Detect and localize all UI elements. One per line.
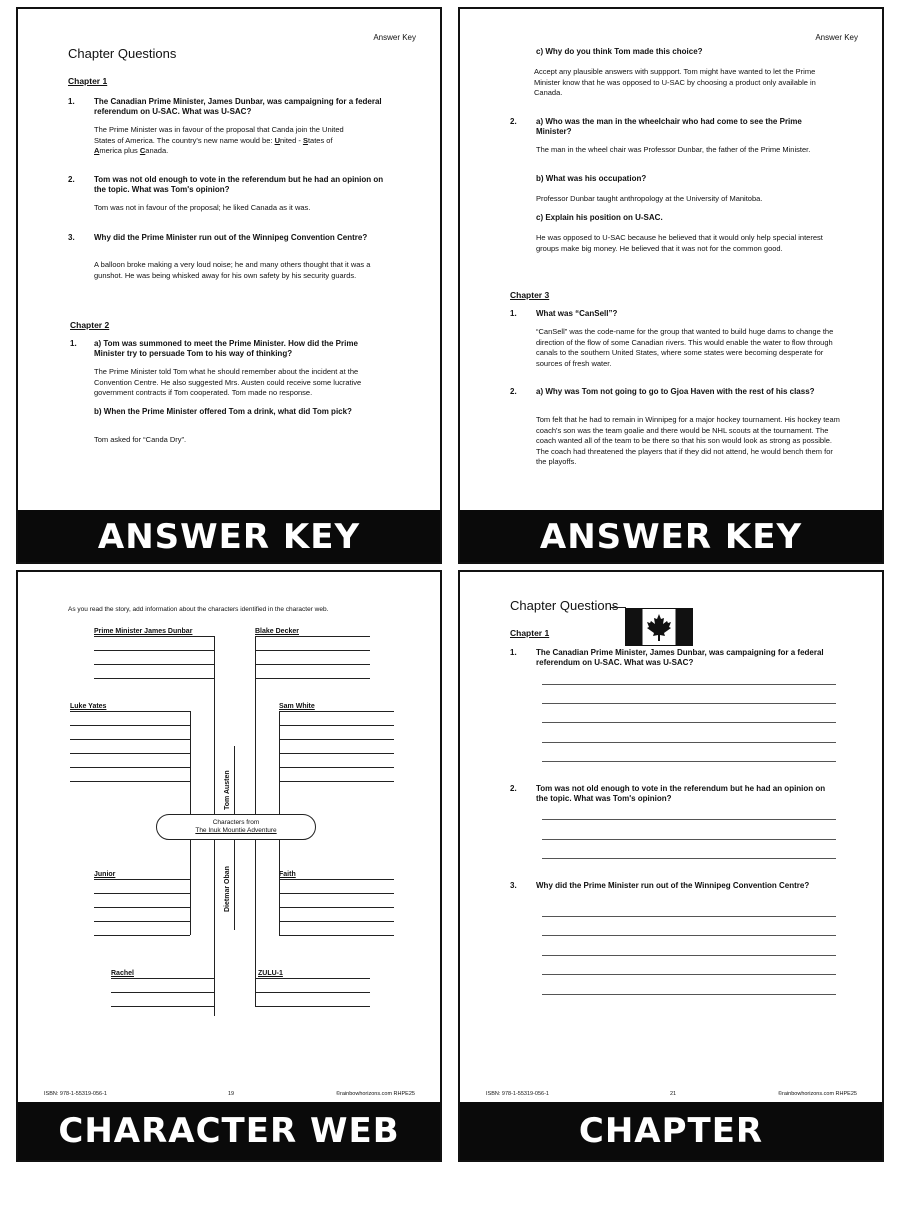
answer-text: “CanSell” was the code-name for the group that wanted to build huge dams to change the direction of the flow of some Canadian rivers. This would enable the water to flow through canals to the southern United States, where some states were becoming desperate for sources of fresh water. — [536, 327, 834, 368]
answer-line[interactable] — [542, 916, 836, 917]
character-name: ZULU-1 — [258, 970, 283, 977]
question-number: 3. — [68, 233, 75, 242]
writing-line[interactable] — [94, 664, 214, 665]
section-banner: CHARACTER WEB — [18, 1102, 440, 1160]
answer-key-page-2 — [458, 7, 884, 564]
connector-line — [279, 840, 280, 935]
title-underline — [610, 607, 626, 608]
answer-line[interactable] — [542, 742, 836, 743]
writing-line[interactable] — [279, 739, 394, 740]
writing-line[interactable] — [70, 781, 190, 782]
writing-line[interactable] — [70, 753, 190, 754]
writing-line[interactable] — [94, 636, 214, 637]
acronym-letter: U — [274, 135, 280, 145]
connector-line — [234, 840, 235, 930]
character-name: Faith — [279, 871, 296, 878]
question-text: b) What was his occupation? — [536, 174, 647, 183]
answer-line[interactable] — [542, 684, 836, 685]
writing-line[interactable] — [279, 879, 394, 880]
writing-line[interactable] — [94, 650, 214, 651]
question-text: c) Explain his position on U-SAC. — [536, 213, 663, 222]
writing-line[interactable] — [70, 711, 190, 712]
connector-line — [255, 840, 256, 1006]
answer-line[interactable] — [542, 761, 836, 762]
footer-site: ©rainbowhorizons.com RHPE25 — [778, 1091, 857, 1097]
instructions: As you read the story, add information about the characters identified in the character web. — [68, 606, 329, 613]
question-text: Why did the Prime Minister run out of the Winnipeg Convention Centre? — [94, 233, 368, 242]
chapter-questions-page — [458, 570, 884, 1209]
canadian-flag-icon — [625, 608, 693, 646]
connector-line — [234, 746, 235, 814]
character-name: Prime Minister James Dunbar — [94, 628, 193, 635]
question-number: 2. — [68, 175, 75, 184]
connector-line — [214, 840, 215, 1016]
center-label: Characters from — [212, 819, 260, 826]
answer-line[interactable] — [542, 722, 836, 723]
answer-text: Professor Dunbar taught anthropology at the University of Manitoba. — [536, 194, 763, 203]
character-name: Rachel — [111, 970, 134, 977]
writing-line[interactable] — [279, 907, 394, 908]
question-text: b) When the Prime Minister offered Tom a drink, what did Tom pick? — [94, 407, 352, 416]
writing-line[interactable] — [255, 1006, 370, 1007]
writing-line[interactable] — [111, 978, 214, 979]
question-text: Why did the Prime Minister run out of the Winnipeg Convention Centre? — [536, 881, 810, 890]
question-number: 1. — [510, 648, 517, 657]
section-banner: CHAPTER QUESTIONS — [460, 1102, 882, 1160]
writing-line[interactable] — [279, 921, 394, 922]
chapter-heading: Chapter 2 — [70, 320, 110, 330]
question-text: The Canadian Prime Minister, James Dunbar, was campaigning for a federal referendum on U-SAC. What was U-SAC? — [94, 97, 382, 116]
question-text: Tom was not old enough to vote in the referendum but he had an opinion on the topic. What was Tom's opinion? — [536, 784, 826, 803]
writing-line[interactable] — [279, 753, 394, 754]
connector-line — [190, 711, 191, 814]
footer-page-number: 19 — [228, 1091, 235, 1097]
writing-line[interactable] — [94, 921, 190, 922]
question-text: a) Why was Tom not going to go to Gjoa Haven with the rest of his class? — [536, 387, 815, 396]
answer-text: The Prime Minister told Tom what he should remember about the incident at the Convention Centre. He also suggested Mrs. Austen could receive some lucrative government contracts if Tom cooperated. Tom made no response. — [94, 367, 362, 397]
answer-line[interactable] — [542, 955, 836, 956]
writing-line[interactable] — [279, 767, 394, 768]
footer-isbn: ISBN: 978-1-55319-056-1 — [44, 1091, 107, 1097]
footer-page-number: 21 — [670, 1091, 677, 1097]
writing-line[interactable] — [255, 678, 370, 679]
question-number: 2. — [510, 784, 517, 793]
writing-line[interactable] — [94, 935, 190, 936]
answer-text: Tom asked for “Canda Dry”. — [94, 435, 187, 444]
center-oval — [156, 814, 316, 840]
writing-line[interactable] — [94, 678, 214, 679]
character-name: Dietmar Oban — [224, 866, 231, 912]
writing-line[interactable] — [111, 992, 214, 993]
answer-text: Tom felt that he had to remain in Winnipeg for a major hockey tournament. His hockey team coach's son was the team goalie and there would be NHL scouts at the tournament. The coach wanted all of the team to be there so that his son would look as strong as possible. The coach had threatened the players that if they did not attend, he would bench them for the playoffs. — [536, 415, 840, 466]
chapter-heading: Chapter 1 — [510, 628, 550, 638]
answer-key-label: Answer Key — [815, 33, 858, 42]
answer-line[interactable] — [542, 935, 836, 936]
question-number: 3. — [510, 881, 517, 890]
answer-line[interactable] — [542, 994, 836, 995]
character-name: Sam White — [279, 703, 315, 710]
chapter-heading: Chapter 3 — [510, 290, 550, 300]
question-number: 1. — [510, 309, 517, 318]
answer-key-page-1 — [16, 7, 442, 564]
footer-isbn: ISBN: 978-1-55319-056-1 — [486, 1091, 549, 1097]
writing-line[interactable] — [255, 992, 370, 993]
writing-line[interactable] — [255, 664, 370, 665]
writing-line[interactable] — [111, 1006, 214, 1007]
answer-line[interactable] — [542, 858, 836, 859]
answer-fragment: merica plus — [99, 146, 140, 155]
writing-line[interactable] — [279, 893, 394, 894]
question-text: The Canadian Prime Minister, James Dunbar, was campaigning for a federal referendum on U-SAC. What was U-SAC? — [536, 648, 824, 667]
answer-text — [94, 125, 394, 157]
question-text: c) Why do you think Tom made this choice? — [536, 47, 703, 56]
character-name: Tom Austen — [224, 770, 231, 810]
writing-line[interactable] — [94, 879, 190, 880]
answer-key-label: Answer Key — [373, 33, 416, 42]
answer-fragment: tates of — [307, 135, 333, 145]
writing-line[interactable] — [70, 739, 190, 740]
connector-line — [255, 636, 256, 814]
writing-line[interactable] — [255, 650, 370, 651]
writing-line[interactable] — [255, 978, 370, 979]
question-text: What was “CanSell”? — [536, 309, 618, 318]
connector-line — [279, 711, 280, 814]
page-title: Chapter Questions — [510, 598, 619, 613]
answer-text: A balloon broke making a very loud noise; he and many others thought that it was a gunshot. He was being whisked away for his own safety by his security guards. — [94, 260, 371, 280]
question-number: 2. — [510, 387, 517, 396]
answer-text: Tom was not in favour of the proposal; he liked Canada as it was. — [94, 203, 311, 212]
answer-line[interactable] — [542, 974, 836, 975]
answer-line[interactable] — [542, 819, 836, 820]
answer-line[interactable] — [542, 839, 836, 840]
answer-line[interactable] — [542, 703, 836, 704]
writing-line[interactable] — [279, 711, 394, 712]
answer-text: He was opposed to U-SAC because he believed that it would only help special interest groups make big money. He believed that it was not for the common good. — [536, 233, 823, 253]
page-title: Chapter Questions — [68, 46, 177, 61]
question-number: 1. — [68, 97, 75, 106]
answer-fragment: nited - — [280, 135, 303, 145]
acronym-letter: S — [302, 135, 308, 145]
answer-text: Accept any plausible answers with suppport. Tom might have wanted to let the Prime Minister know that he was opposed to U-SAC by choosing a product only available in Canada. — [534, 67, 816, 97]
character-name: Blake Decker — [255, 628, 299, 635]
acronym-letter: C — [139, 146, 146, 155]
question-number: 2. — [510, 117, 517, 126]
question-text: a) Tom was summoned to meet the Prime Minister. How did the Prime Minister try to persuade Tom to his way of thinking? — [94, 339, 358, 358]
question-number: 1. — [70, 339, 77, 348]
writing-line[interactable] — [94, 893, 190, 894]
character-name: Junior — [94, 871, 116, 878]
footer-site: ©rainbowhorizons.com RHPE25 — [336, 1091, 415, 1097]
question-text: Tom was not old enough to vote in the referendum but he had an opinion on the topic. What was Tom's opinion? — [94, 175, 384, 194]
connector-line — [190, 840, 191, 935]
writing-line[interactable] — [70, 725, 190, 726]
question-text: a) Who was the man in the wheelchair who had come to see the Prime Minister? — [536, 117, 802, 136]
story-title: The Inuk Mountie Adventure — [195, 827, 277, 834]
chapter-heading: Chapter 1 — [68, 76, 108, 86]
writing-line[interactable] — [255, 636, 370, 637]
answer-fragment: anada. — [145, 146, 169, 155]
connector-line — [214, 636, 215, 814]
acronym-letter: A — [94, 146, 100, 155]
writing-line[interactable] — [70, 767, 190, 768]
answer-line: States of America. The country's new name would be: — [94, 135, 273, 145]
answer-text: The man in the wheel chair was Professor Dunbar, the father of the Prime Minister. — [536, 145, 811, 154]
writing-line[interactable] — [279, 781, 394, 782]
writing-line[interactable] — [279, 935, 394, 936]
section-banner: ANSWER KEY — [460, 510, 882, 562]
writing-line[interactable] — [279, 725, 394, 726]
answer-line: The Prime Minister was in favour of the proposal that Canda join the United — [94, 125, 344, 134]
character-name: Luke Yates — [70, 703, 107, 710]
section-banner: ANSWER KEY — [18, 510, 440, 562]
character-web-page — [16, 570, 442, 1162]
writing-line[interactable] — [94, 907, 190, 908]
